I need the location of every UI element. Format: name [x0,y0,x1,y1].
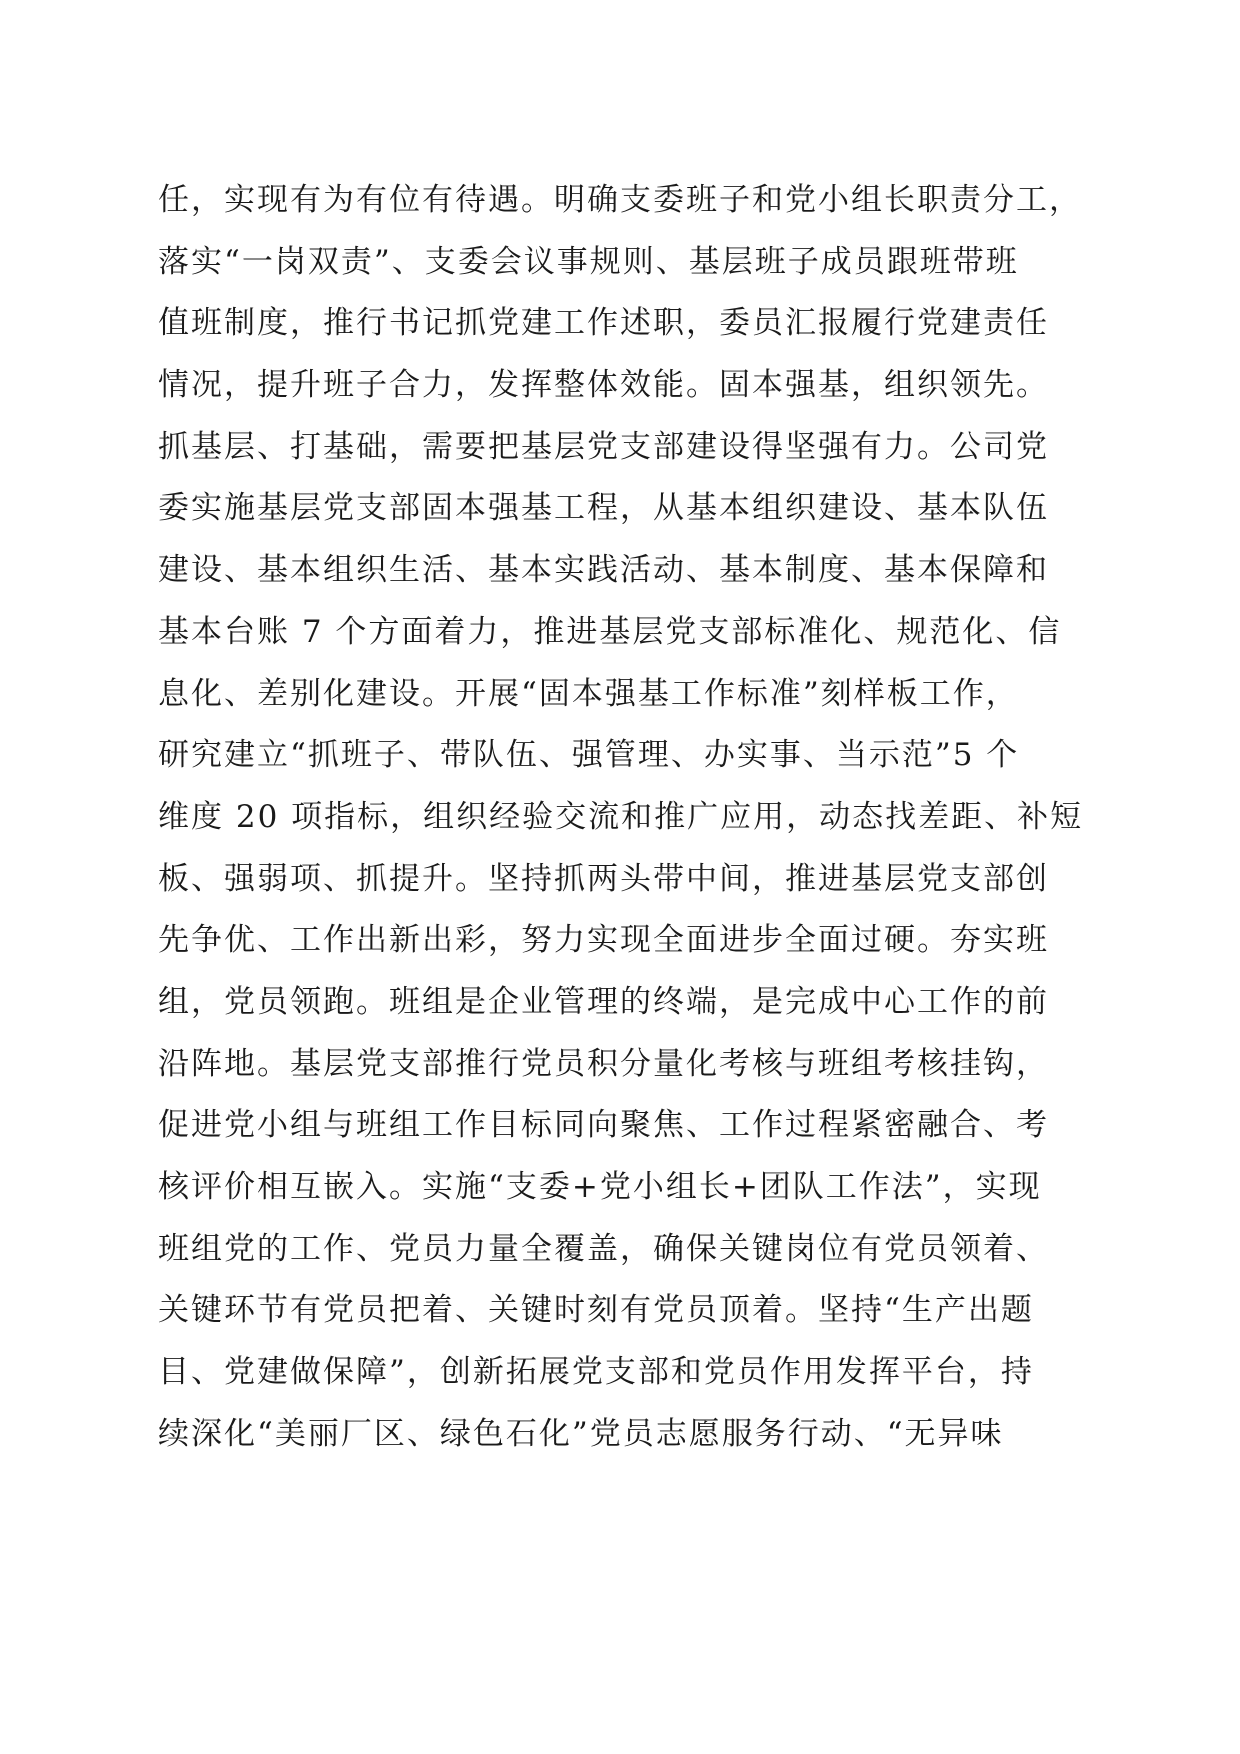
text-line: 续深化“美丽厂区、绿色石化”党员志愿服务行动、“无异味 [158,1415,1004,1452]
text-line: 落实“一岗双责”、支委会议事规则、基层班子成员跟班带班 [158,243,1019,280]
text-line: 抓基层、打基础，需要把基层党支部建设得坚强有力。公司党 [158,428,1049,465]
text-line: 任，实现有为有位有待遇。明确支委班子和党小组长职责分工， [158,182,1082,218]
text-line: 值班制度，推行书记抓党建工作述职，委员汇报履行党建责任 [158,305,1049,342]
text-line: 关键环节有党员把着、关键时刻有党员顶着。坚持“生产出题 [158,1292,1034,1329]
body-text [158,170,1088,1465]
text-line: 促进党小组与班组工作目标同向聚焦、工作过程紧密融合、考 [158,1107,1049,1144]
text-line: 息化、差别化建设。开展“固本强基工作标准”刻样板工作， [158,675,1019,712]
text-line: 情况，提升班子合力，发挥整体效能。固本强基，组织领先。 [158,367,1049,404]
text-line: 建设、基本组织生活、基本实践活动、基本制度、基本保障和 [158,552,1049,589]
text-line: 班组党的工作、党员力量全覆盖，确保关键岗位有党员领着、 [158,1230,1049,1267]
text-line: 维度 20 项指标，组织经验交流和推广应用，动态找差距、补短 [158,798,1084,835]
text-line: 组，党员领跑。班组是企业管理的终端，是完成中心工作的前 [158,983,1049,1020]
text-line: 先争优、工作出新出彩，努力实现全面进步全面过硬。夯实班 [158,922,1049,959]
text-line: 核评价相互嵌入。实施“支委+党小组长+团队工作法”，实现 [158,1169,1042,1205]
text-line: 沿阵地。基层党支部推行党员积分量化考核与班组考核挂钩， [158,1045,1049,1082]
text-line: 目、党建做保障”，创新拓展党支部和党员作用发挥平台，持 [158,1354,1034,1391]
text-line: 委实施基层党支部固本强基工程，从基本组织建设、基本队伍 [158,490,1049,527]
text-line: 研究建立“抓班子、带队伍、强管理、办实事、当示范”5 个 [158,737,1020,774]
text-line: 板、强弱项、抓提升。坚持抓两头带中间，推进基层党支部创 [158,860,1049,897]
text-line: 基本台账 7 个方面着力，推进基层党支部标准化、规范化、信 [158,613,1062,650]
